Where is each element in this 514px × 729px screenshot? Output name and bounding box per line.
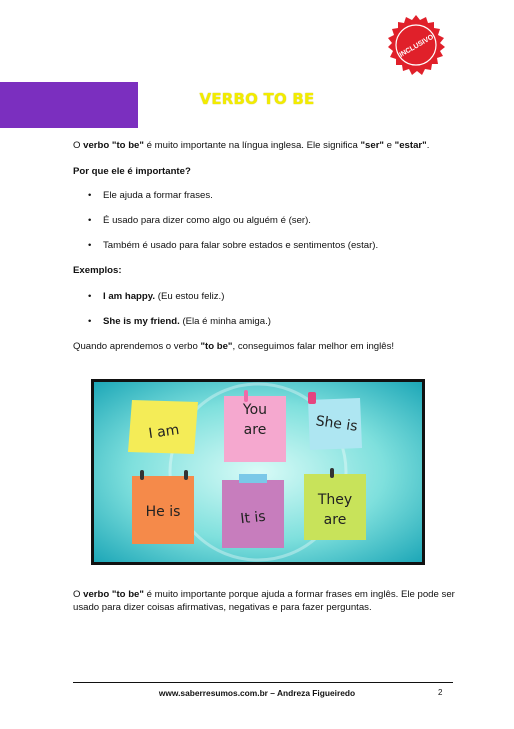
note-label: She is [314, 413, 359, 435]
sticky-notes-image [91, 379, 425, 565]
note-label: It is [239, 508, 267, 528]
closing-paragraph: O verbo "to be" é muito importante porque ajuda a formar frases em inglês. Ele pode ser usado para dizer coisas afirmativas, negativas e para fazer perguntas. [73, 589, 455, 613]
inclusivo-seal [384, 14, 448, 78]
intro-paragraph: O verbo "to be" é muito importante na língua inglesa. Ele significa "ser" e "estar". [73, 140, 430, 151]
examples-heading: Exemplos: [73, 265, 122, 276]
note-label: He is [145, 504, 181, 520]
why-item: • É usado para dizer como algo ou alguém é (ser). [90, 215, 311, 226]
why-heading: Por que ele é importante? [73, 166, 191, 177]
why-item: • Ele ajuda a formar frases. [90, 190, 213, 201]
footer-text: www.saberresumos.com.br – Andreza Figueiredo [158, 688, 356, 698]
example-item: • I am happy. (Eu estou feliz.) [90, 291, 224, 302]
example-item: • She is my friend. (Ela é minha amiga.) [90, 316, 271, 327]
note-label: You are [242, 402, 268, 438]
note-label: They are [317, 492, 353, 528]
why-item: • Também é usado para falar sobre estados e sentimentos (estar). [90, 240, 378, 251]
footer-divider [73, 682, 453, 683]
note-label: I am [147, 421, 181, 443]
summary-paragraph: Quando aprendemos o verbo "to be", conseguimos falar melhor em inglês! [73, 341, 395, 352]
seal-text: INCLUSIVO [398, 33, 436, 59]
page-title: VERBO TO BE [199, 90, 315, 108]
page-number: 2 [438, 688, 443, 697]
